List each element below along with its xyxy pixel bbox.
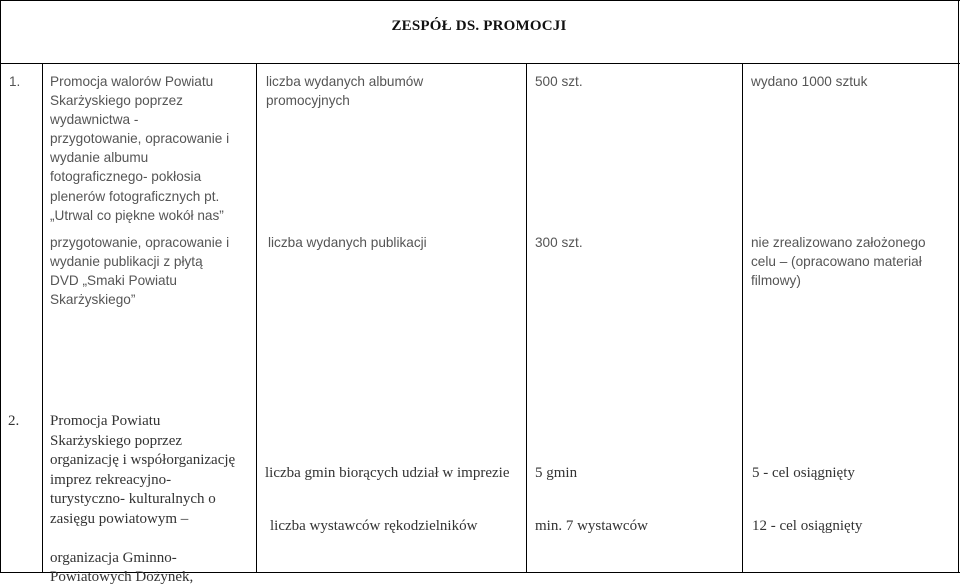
text-line: Powiatowych Dożynek, xyxy=(50,569,194,585)
text-line: Skarżyskiego poprzez xyxy=(50,432,183,449)
text-line: organizację i współorganizację xyxy=(50,452,236,468)
text-line: Skarżyskiego poprzez xyxy=(50,93,183,109)
text-line: wydanie publikacji z płytą xyxy=(50,254,203,270)
text-line: fotograficznego- pokłosia xyxy=(50,169,202,185)
indicator-cell: liczba wystawców rękodzielników xyxy=(270,518,478,534)
result-value: wydano 1000 sztuk xyxy=(751,74,868,89)
indicator-cell: liczba wydanych publikacji xyxy=(268,235,427,250)
text-line: plenerów fotograficznych pt. xyxy=(50,188,220,204)
text-line: filmowy) xyxy=(751,273,801,289)
text-line: celu – (opracowano materiał xyxy=(751,254,922,270)
text-line: liczba wydanych albumów xyxy=(266,74,424,89)
text-line: DVD „Smaki Powiatu xyxy=(50,273,177,289)
text-line: Skarżyskiego” xyxy=(50,292,136,308)
text-line: zasięgu powiatowym – xyxy=(50,510,189,527)
text-line xyxy=(50,529,235,549)
result-value xyxy=(751,233,926,290)
task-description xyxy=(50,412,235,588)
text-line: Promocja walorów Powiatu xyxy=(50,74,214,89)
table-border-left xyxy=(0,0,1,573)
text-line: „Utrwal co piękne wokół nas” xyxy=(50,207,224,223)
text-line: przygotowanie, opracowanie i xyxy=(50,131,230,147)
row-number: 1. xyxy=(9,74,21,89)
indicator-cell: liczba gmin biorących udział w imprezie xyxy=(265,465,510,481)
text-line: wydawnictwa - xyxy=(50,112,139,128)
target-value: min. 7 wystawców xyxy=(535,518,648,534)
target-value: 300 szt. xyxy=(535,235,583,250)
task-description xyxy=(50,72,229,225)
table-border-top xyxy=(0,0,960,1)
column-divider xyxy=(256,64,257,573)
text-line: organizacja Gminno- xyxy=(50,549,177,566)
column-divider xyxy=(526,64,527,573)
result-value: 12 - cel osiągnięty xyxy=(752,518,863,534)
task-description xyxy=(50,233,229,309)
text-line: imprez rekreacyjno- xyxy=(50,471,172,488)
table-border-right xyxy=(958,0,959,573)
table-row-divider xyxy=(0,63,960,64)
text-line: Promocja Powiatu xyxy=(50,413,161,429)
page-title: ZESPÓŁ DS. PROMOCJI xyxy=(391,18,567,34)
text-line: promocyjnych xyxy=(266,93,350,109)
result-value: 5 - cel osiągnięty xyxy=(752,465,855,481)
text-line: wydanie albumu xyxy=(50,150,149,166)
target-value: 500 szt. xyxy=(535,74,583,89)
row-number: 2. xyxy=(8,413,20,429)
text-line: nie zrealizowano założonego xyxy=(751,235,926,250)
indicator-cell xyxy=(266,72,423,110)
target-value: 5 gmin xyxy=(535,465,578,481)
column-divider xyxy=(742,64,743,573)
column-divider xyxy=(42,64,43,573)
text-line: turystyczno- kulturalnych o xyxy=(50,491,216,507)
text-line: przygotowanie, opracowanie i xyxy=(50,235,230,250)
